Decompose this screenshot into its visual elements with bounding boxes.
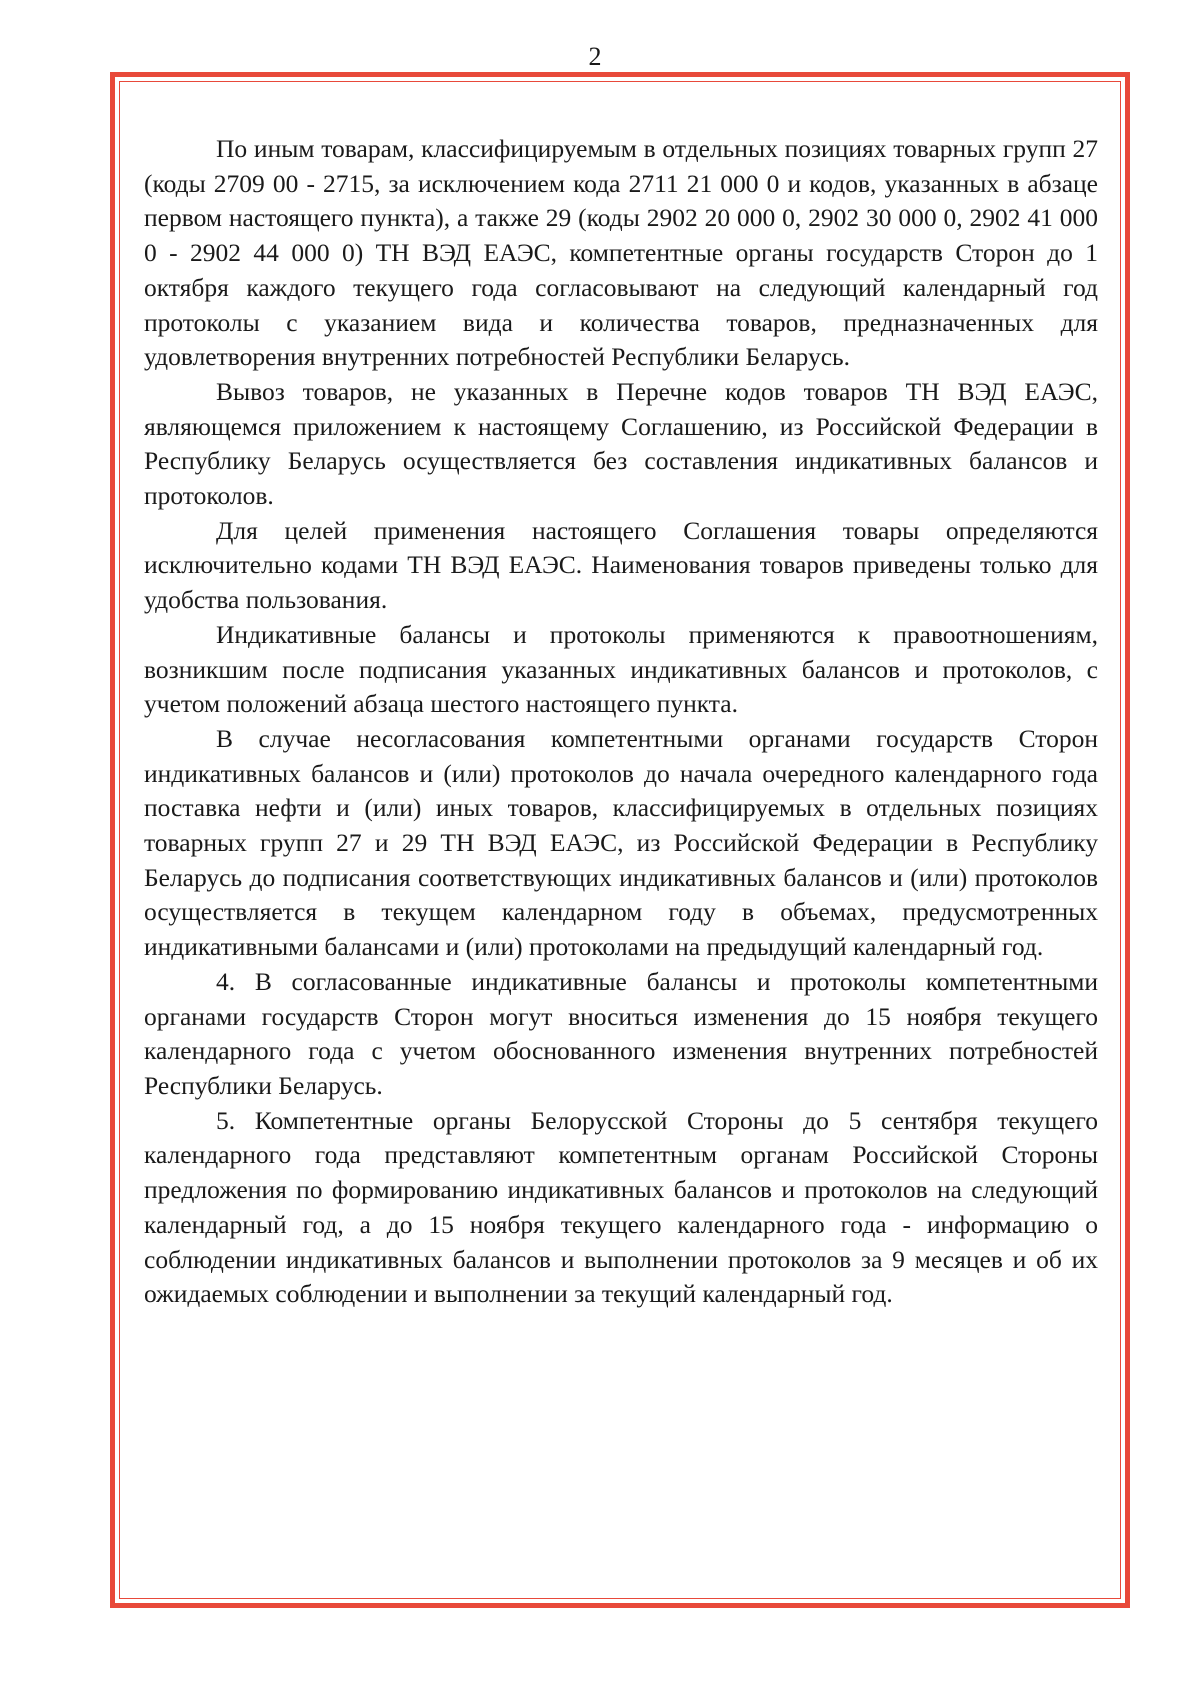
paragraph-export-without-balances: Вывоз товаров, не указанных в Перечне кодов товаров ТН ВЭД ЕАЭС, являющемся приложением к настоящему Соглашению, из Российской Федерации в Республику Беларусь осуществляется без составления индикативных балансов и протоколов. bbox=[144, 376, 1098, 511]
paragraph-item-4: 4. В согласованные индикативные балансы и протоколы компетентными органами государств Сторон могут вноситься изменения до 15 ноября текущего календарного года с учетом обоснованного изменения внутренних потребностей Республики Беларусь. bbox=[144, 966, 1098, 1100]
paragraph-goods-definition: Для целей применения настоящего Соглашения товары определяются исключительно кодами ТН ВЭД ЕАЭС. Наименования товаров приведены только для удобства пользования. bbox=[144, 515, 1098, 615]
paragraph-other-goods-protocols: По иным товарам, классифицируемым в отдельных позициях товарных групп 27 (коды 2709 00 - 2715, за исключением кода 2711 21 000 0 и кодов, указанных в абзаце первом настоящего пункта), а также 29 (коды 2902 20 000 0, 2902 30 000 0, 2902 41 000 0 - 2902 44 000 0) ТН ВЭД ЕАЭС, компетентные органы государств Сторон до 1 октября каждого текущего года согласовывают на следующий календарный год протоколы с указанием вида и количества товаров, предназначенных для удовлетворения внутренних потребностей Республики Беларусь. bbox=[144, 134, 1098, 372]
paragraph-item-5: 5. Компетентные органы Белорусской Стороны до 5 сентября текущего календарного года представляют компетентным органам Российской Стороны предложения по формированию индикативных балансов и протоколов на следующий календарный год, а до 15 ноября текущего календарного года - информацию о соблюдении индикативных балансов и выполнении протоколов за 9 месяцев и об их ожидаемых соблюдении и выполнении за текущий календарный год. bbox=[144, 1105, 1098, 1309]
paragraph-application: Индикативные балансы и протоколы применяются к правоотношениям, возникшим после подписания указанных индикативных балансов и протоколов, с учетом положений абзаца шестого настоящего пункта. bbox=[144, 619, 1098, 719]
document-body bbox=[144, 132, 1098, 1312]
paragraph-non-agreement: В случае несогласования компетентными органами государств Сторон индикативных балансов и (или) протоколов до начала очередного календарного года поставка нефти и (или) иных товаров, классифицируемых в отдельных позициях товарных групп 27 и 29 ТН ВЭД ЕАЭС, из Российской Федерации в Республику Беларусь до подписания соответствующих индикативных балансов и (или) протоколов осуществляется в текущем календарном году в объемах, предусмотренных индикативными балансами и (или) протоколами на предыдущий календарный год. bbox=[144, 723, 1098, 962]
page-number: 2 bbox=[588, 42, 602, 71]
